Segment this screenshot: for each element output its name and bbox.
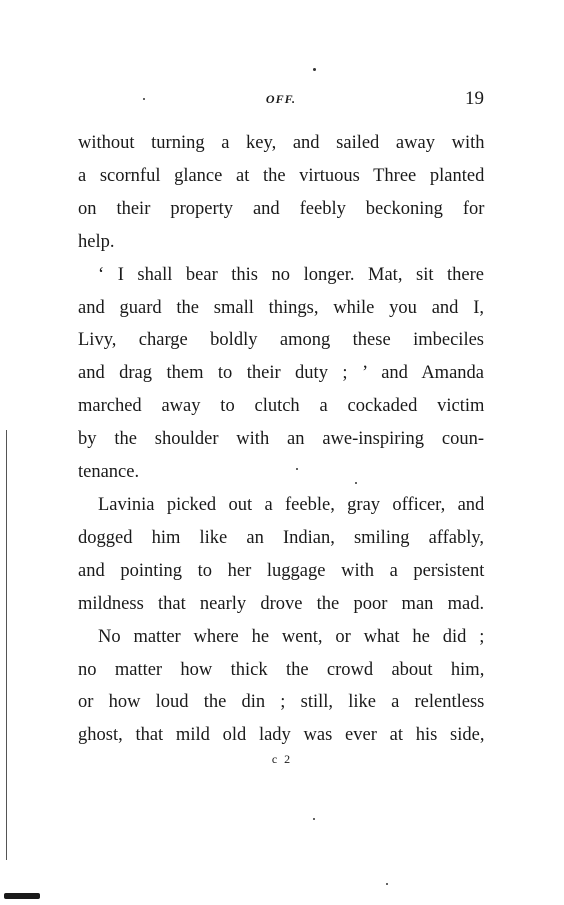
text-line: on their property and feebly beckoning for (78, 198, 485, 219)
text-line: tenance. (78, 462, 140, 483)
scan-speck (386, 883, 388, 885)
text-line: mildness that nearly drove the poor man mad. (78, 593, 485, 614)
paragraph-3 (78, 489, 484, 621)
signature-mark: c 2 (271, 752, 293, 766)
text-line: or how loud the din ; still, like a relentless (78, 692, 485, 713)
scan-speck (355, 482, 357, 484)
text-line: help. (78, 231, 115, 252)
text-line: ‘ I shall bear this no longer. Mat, sit there (98, 264, 484, 285)
text-line: no matter how thick the crowd about him, (78, 659, 485, 680)
paragraph-1 (78, 127, 484, 259)
text-line: a scornful glance at the virtuous Three planted (78, 165, 485, 186)
text-line: ghost, that mild old lady was ever at his side, (78, 725, 485, 746)
page-edge-line (6, 430, 7, 860)
running-title: OFF. (265, 92, 297, 106)
text-line: marched away to clutch a cockaded victim (78, 396, 485, 417)
text-line: and guard the small things, while you and I, (78, 297, 484, 318)
body-text (78, 127, 484, 752)
scan-speck (296, 468, 298, 470)
text-line: and pointing to her luggage with a persistent (78, 560, 485, 581)
text-line: Livy, charge boldly among these imbeciles (78, 330, 484, 351)
paragraph-4 (78, 621, 484, 753)
text-line: without turning a key, and sailed away with (78, 133, 485, 153)
text-line: and drag them to their duty ; ’ and Amanda (78, 363, 484, 384)
scan-blot (4, 893, 40, 899)
scan-speck (143, 98, 145, 100)
text-line: dogged him like an Indian, smiling affably, (78, 527, 485, 548)
text-line: Lavinia picked out a feeble, gray officer, and (98, 494, 485, 515)
page-number: 19 (465, 88, 484, 109)
text-line: by the shoulder with an awe-inspiring coun- (78, 429, 484, 450)
text-line: No matter where he went, or what he did ; (98, 626, 485, 647)
paragraph-2 (78, 259, 484, 489)
running-head (78, 88, 484, 112)
scan-speck (313, 818, 315, 820)
scan-speck (313, 68, 316, 71)
